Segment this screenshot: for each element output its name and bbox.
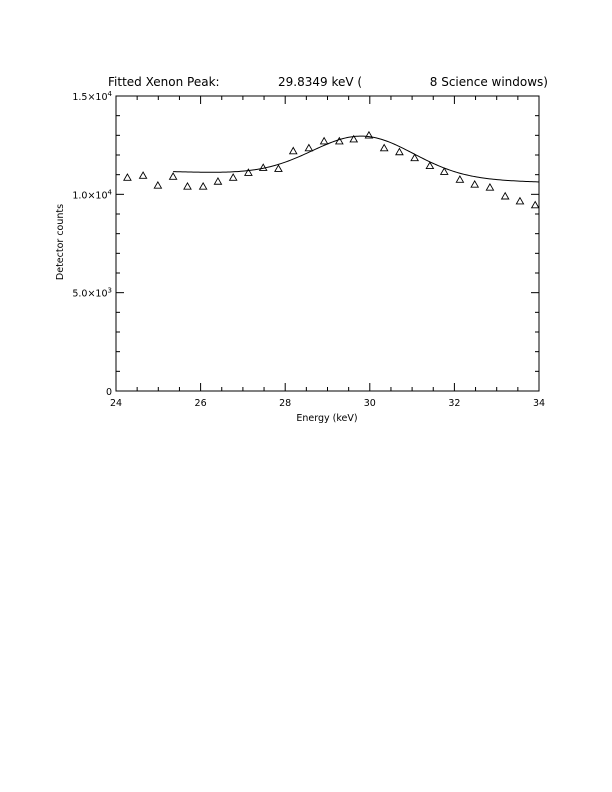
y-tick-labels — [72, 90, 112, 398]
data-point — [170, 173, 177, 179]
data-point — [305, 145, 312, 151]
y-tick-label: 0 — [105, 387, 112, 398]
data-point — [124, 174, 131, 180]
data-points — [124, 132, 539, 208]
fit-curve — [173, 136, 539, 182]
data-point — [139, 172, 146, 178]
data-point — [516, 198, 523, 204]
data-point — [275, 165, 282, 171]
data-point — [290, 147, 297, 153]
x-tick-label: 34 — [532, 398, 546, 409]
x-tick-label: 28 — [279, 398, 292, 409]
data-point — [486, 184, 493, 190]
data-point — [456, 176, 463, 182]
x-tick-labels — [110, 398, 545, 409]
title-energy: 29.8349 keV ( — [278, 75, 363, 89]
data-point — [214, 178, 221, 184]
data-point — [184, 183, 191, 189]
x-tick-label: 30 — [363, 398, 376, 409]
y-tick-label: $1.0\times 10^4$ — [72, 188, 112, 202]
fit-curve-group — [173, 136, 539, 182]
plot-frame — [116, 96, 539, 391]
x-tick-label: 24 — [109, 398, 123, 409]
data-point — [381, 145, 388, 151]
title-windows: 8 Science windows) — [429, 75, 548, 89]
data-point — [532, 202, 539, 208]
y-tick-label: $1.5\times 10^4$ — [72, 90, 112, 103]
x-tick-label: 26 — [194, 398, 207, 409]
x-axis-label: Energy (keV) — [296, 413, 358, 424]
data-point — [471, 181, 478, 187]
x-axis-ticks — [116, 96, 539, 391]
x-tick-label: 32 — [448, 398, 461, 409]
data-point — [154, 182, 161, 188]
y-axis-label: Detector counts — [55, 203, 66, 281]
data-point — [200, 183, 207, 189]
data-point — [321, 138, 328, 144]
data-point — [396, 148, 403, 154]
y-axis-ticks — [116, 96, 539, 391]
title-prefix: Fitted Xenon Peak: — [108, 75, 220, 89]
chart-title — [108, 75, 548, 89]
y-tick-label: $5.0\times 10^3$ — [72, 286, 112, 300]
data-point — [502, 193, 509, 199]
data-point — [230, 174, 237, 180]
